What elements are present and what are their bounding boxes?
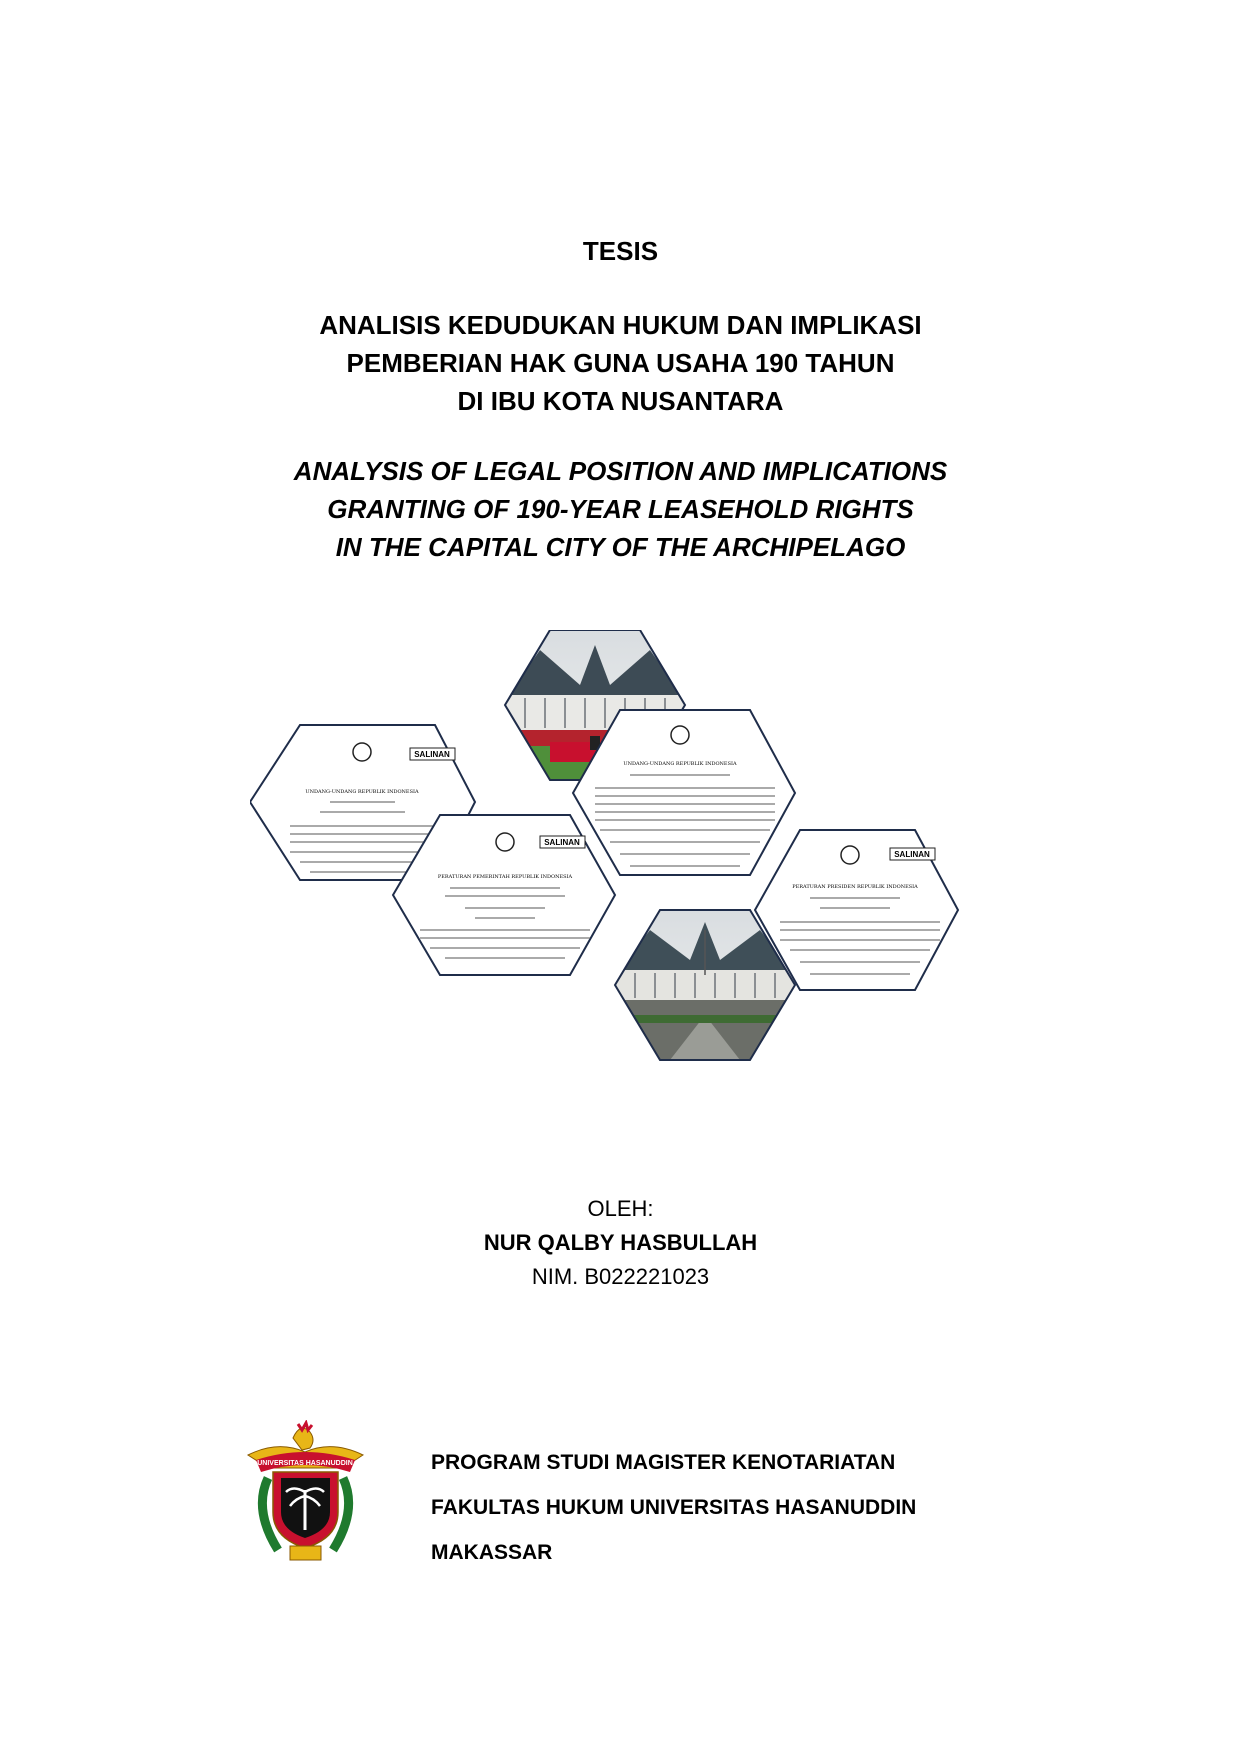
university-logo-icon	[238, 1420, 373, 1565]
regulation-header: PERATURAN PEMERINTAH REPUBLIK INDONESIA	[437, 874, 573, 880]
salinan-stamp: SALINAN	[544, 838, 580, 847]
title-en-line: ANALYSIS OF LEGAL POSITION AND IMPLICATIONS	[293, 456, 948, 486]
logo-banner-text: UNIVERSITAS HASANUDDIN	[257, 1460, 353, 1467]
author-block	[0, 1192, 1241, 1294]
salinan-stamp: SALINAN	[414, 750, 450, 759]
regulation-document-hex	[573, 710, 795, 875]
regulation-document-hex	[393, 815, 615, 975]
regulation-header: PERATURAN PRESIDEN REPUBLIK INDONESIA	[792, 884, 918, 890]
title-english	[0, 452, 1241, 566]
salinan-stamp: SALINAN	[894, 850, 930, 859]
student-id: NIM. B022221023	[531, 1264, 710, 1289]
regulation-document-hex	[755, 830, 958, 990]
author-name: NUR QALBY HASBULLAH	[483, 1230, 758, 1255]
title-en-line: IN THE CAPITAL CITY OF THE ARCHIPELAGO	[335, 532, 906, 562]
institution-lines	[431, 1440, 916, 1575]
program-name: PROGRAM STUDI MAGISTER KENOTARIATAN	[431, 1451, 896, 1474]
hexagon-collage	[250, 630, 1050, 1130]
title-indonesian	[0, 306, 1241, 420]
title-id-line: PEMBERIAN HAK GUNA USAHA 190 TAHUN	[346, 348, 895, 378]
city-name: MAKASSAR	[431, 1541, 553, 1564]
by-label: OLEH:	[587, 1196, 654, 1221]
regulation-header: UNDANG-UNDANG REPUBLIK INDONESIA	[305, 789, 419, 795]
faculty-name: FAKULTAS HUKUM UNIVERSITAS HASANUDDIN	[431, 1496, 917, 1519]
title-id-line: ANALISIS KEDUDUKAN HUKUM DAN IMPLIKASI	[319, 310, 922, 340]
title-id-line: DI IBU KOTA NUSANTARA	[457, 386, 784, 416]
title-en-line: GRANTING OF 190-YEAR LEASEHOLD RIGHTS	[327, 494, 914, 524]
regulation-header: UNDANG-UNDANG REPUBLIK INDONESIA	[623, 761, 737, 767]
document-type: TESIS	[582, 236, 659, 266]
institution-footer	[238, 1420, 1138, 1580]
